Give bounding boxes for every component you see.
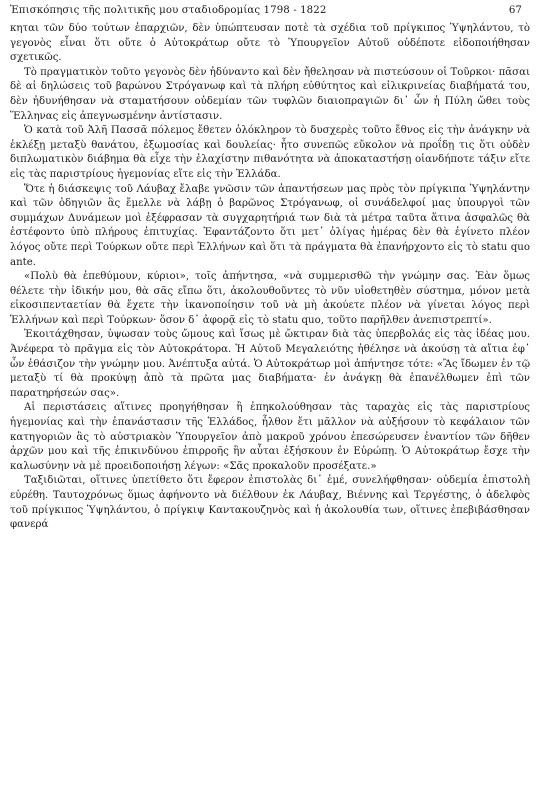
paragraph: Ταξιδιῶται, οἵτινες ὑπετίθετο ὅτι ἔφερον ἐπιστολὰς δι᾿ ἐμέ, συνελήφθησαν· οὐδεμία ἐπιστολὴ εὑρέθη. Ταυτοχρόνως ὅμως ἀφήνοντο νὰ διέλθουν ἐκ Λάυβαχ, Βιέννης καὶ Τεργέστης, ὁ ἀδελφὸς τοῦ πρίγκιπος Ὑψηλάντου, ὁ πρίγκιψ Καντακουζηνὸς καὶ ἡ ἀκολουθία των, οἵτινες ἐπεβιβάσθησαν φανερά (10, 475, 530, 531)
book-page (10, 4, 530, 794)
paragraph: Ὁ κατὰ τοῦ Ἀλῆ Πασσᾶ πόλεμος ἔθετεν ὁλόκληρον τὸ δυσχερὲς τοῦτο ἔθνος εἰς τὴν ἀνάγκην νὰ ἐκλέξῃ μεταξὺ θανάτου, ἐξωμοσίας καὶ δουλείας· ἦτο συνεπῶς εὔκολον νὰ προΐδῃ τις ὅτι οὐδὲν διπλωματικὸν διάβημα θὰ εἶχε τὴν ἐλαχίστην πιθανότητα νὰ ἀποκαταστήσῃ οἱανδήποτε τάξιν εἴτε εἰς τὰς παριστρίους ἡγεμονίας εἴτε εἰς τὴν Ἑλλάδα. (10, 125, 530, 180)
paragraph: Ἐκοιτάχθησαν, ὑψωσαν τοὺς ὤμους καὶ ἴσως μὲ ὤκτιραν διὰ τὰς ὑπερβολάς εἰς τὰς ἰδέας μου. Ἀνέφερα τὸ πρᾶγμα εἰς τὸν Αὐτοκράτορα. Ἡ Αὐτοῦ Μεγαλειότης ἠθέλησε νὰ ἀκούσῃ τὰ αἴτια ἐφ᾿ ὧν ἐθάσιζον τὴν γνώμην μου. Ἀνέπτυξα αὐτά. Ὁ Αὐτοκράτωρ μοὶ ἀπήντησε τότε: «Ἂς ἴδωμεν ἐν τῷ μεταξὺ τί θὰ προκύψῃ ἀπὸ τὰ πρῶτα μας διαβήματα· ἐν ἀνάγκῃ θὰ ἐπανέλθωμεν ἐπὶ τῶν παρατηρήσεών σας». (10, 329, 530, 399)
paragraph: Αἱ περιστάσεις αἵτινες προηγήθησαν ἢ ἐπηκολούθησαν τὰς ταραχὰς εἰς τὰς παριστρίους ἡγεμονίας καὶ τὴν ἐπανάστασιν τῆς Ἑλλάδος, ἦλθον ἔτι μᾶλλον νὰ αὐξήσουν τὸ κεφάλαιον τῶν κατηγοριῶν ἃς τὸ αὐστριακὸν Ὑπουργεῖον ἀπὸ μακροῦ χρόνου ἐπεσώρευσεν ἐναντίον τῶν δῆθεν ἀρχῶν μου καὶ τῆς ἐπικινδύνου ἐπιρροῆς ἣν αὗται ἐξήσκουν ἐν Εὐρώπῃ. Ὁ Αὐτοκράτωρ ἔσχε τὴν καλωσύνην νὰ μὲ προειδοποιήσῃ λέγων: «Σᾶς προκαλοῦν προσέξατε.» (10, 402, 530, 472)
page-number: 67 (508, 5, 522, 16)
running-title: Ἐπισκόπησις τῆς πολιτικῆς μου σταδιοδρομίας 1798 - 1822 (10, 5, 327, 16)
running-header (10, 4, 530, 18)
paragraph-continuation: κηται τῶν δύο τούτων ἐπαρχιῶν, δὲν ὑπώπτευσαν ποτὲ τὰ σχέδια τοῦ πρίγκιπος Ὑψηλάντου, τὸ γεγονὸς εἶναι ὅτι οὔτε ὁ Αὐτοκράτωρ οὔτε τὸ Ὑπουργεῖον Αὐτοῦ οὐδέποτε εἰδοποιήθησαν σχετικῶς. (10, 23, 530, 64)
paragraph: Ὅτε ἡ διάσκεψις τοῦ Λάυβαχ ἔλαβε γνῶσιν τῶν ἀπαντήσεων μας πρὸς τὸν πρίγκιπα Ὑψηλάντην καὶ τῶν ὁδηγιῶν ἃς ἔμελλε νὰ λάβῃ ὁ βαρῶνος Στρόγανωφ, οἱ συνάδελφοί μας ὑπουργοὶ τῶν συμμάχων Δυνάμεων μοὶ ἐξέφρασαν τὰ συγχαρητήριά των διὰ τὰ μέτρα ταῦτα ἅτινα ἀσφαλῶς θὰ ἐστέφοντο ὑπὸ πλήρους ἐπιτυχίας. Ἐφαντάζοντο ὅτι μετ᾿ ὀλίγας ἡμέρας δὲν θὰ ἐγίνετο πλέον λόγος οὔτε περὶ Τούρκων οὔτε περὶ Ἑλλήνων καὶ ὅτι τὰ πράγματα θὰ ἐπανήρχοντο εἰς τὸ statu quo ante. (10, 183, 530, 268)
paragraph: Τὸ πραγματικὸν τοῦτο γεγονὸς δὲν ἠδύναντο καὶ δὲν ἤθελησαν νὰ πιστεύσουν οἱ Τοῦρκοι· πᾶσαι δὲ αἱ δηλώσεις τοῦ βαρώνου Στρόγανωφ καὶ τὰ πλήρη εὐθύτητος καὶ εἰλικρινείας διαβήματά του, δὲν ἠδυνήθησαν νὰ σταματήσουν οὐδεμίαν τῶν τυφλῶν διαιοπραγιῶν δι᾿ ὧν ἡ Πύλη ὤθει τοὺς Ἕλληνας εἰς ἀπεγνωσμένην ἀντίστασιν. (10, 66, 530, 122)
paragraph: «Πολὺ θὰ ἐπεθύμουν, κύριοι», τοῖς ἀπήντησα, «νὰ συμμερισθῶ τὴν γνώμην σας. Ἐὰν ὅμως θέλετε τὴν ἰδικήν μου, θὰ σᾶς εἴπω ὅτι, ἀκολουθοῦντες τὸ νῦν υἱοθετηθὲν σύστημα, μόνον μετὰ εἰκοσιπενταετίαν θὰ ἔχετε τὴν ἱκανοποίησιν τοῦ νὰ μὴ ἀκούετε πλέον νὰ γίνεται λόγος περὶ Ἑλλήνων καὶ περὶ Τούρκων· ὅσον δ᾿ ἀφορᾷ εἰς τὸ statu quo, τοῦτο παρῆλθεν ἀνεπιστρεπτί». (10, 271, 530, 326)
body-text (10, 22, 530, 533)
